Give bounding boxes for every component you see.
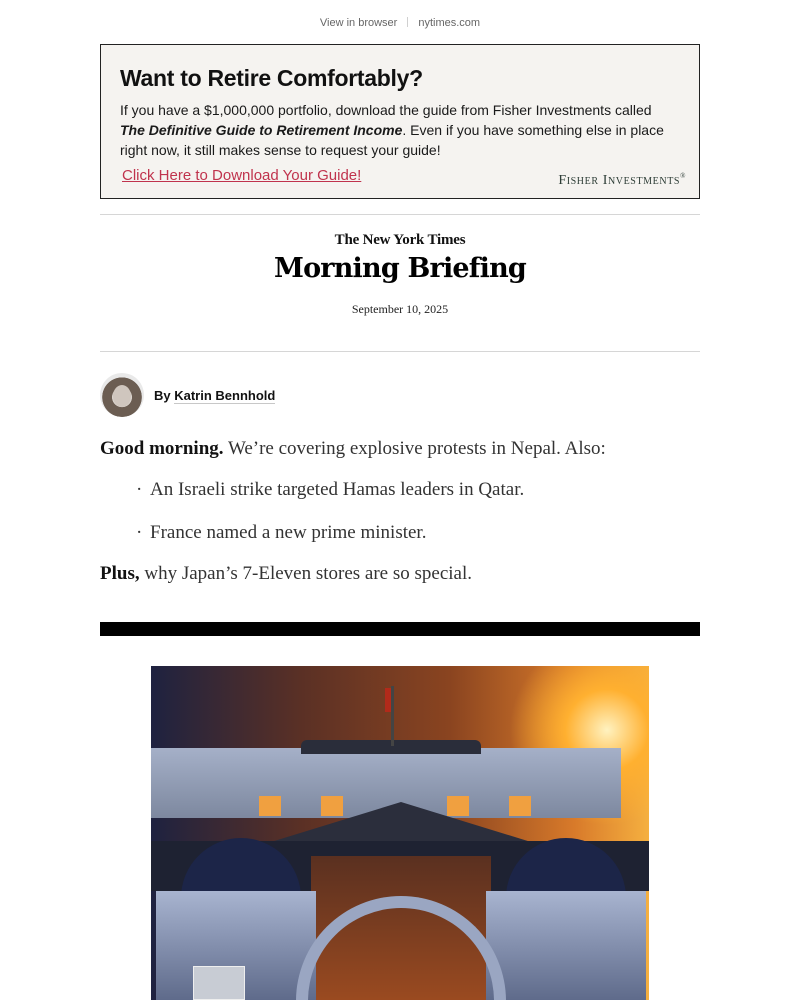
- list-item: · An Israeli strike targeted Hamas leaders in Qatar.: [136, 477, 700, 503]
- brand-name: Fisher Investments: [558, 173, 681, 188]
- masthead: [0, 232, 800, 317]
- author-link[interactable]: Katrin Bennhold: [174, 387, 276, 403]
- issue-date: September 10, 2025: [351, 302, 449, 316]
- flagpole: [391, 686, 394, 746]
- advertisement-banner[interactable]: [100, 44, 700, 199]
- intro-greeting: Good morning.: [100, 438, 224, 459]
- intro-paragraph: [100, 436, 700, 462]
- wing-right: [486, 891, 646, 1000]
- ad-guide-title: The Definitive Guide to Retirement Income: [120, 122, 403, 138]
- view-in-browser-link[interactable]: View in browser: [319, 17, 398, 29]
- ad-body-text-2: . Even if you have something else in place right now, it still makes sense to request your guide!: [120, 122, 664, 158]
- divider: [407, 17, 408, 27]
- plus-text: why Japan’s 7-Eleven stores are so special.: [139, 563, 473, 584]
- intro-text: We’re covering explosive protests in Nepal. Also:: [223, 438, 606, 459]
- list-item: · France named a new prime minister.: [136, 520, 700, 546]
- author-avatar: [100, 373, 144, 417]
- byline-text: [154, 388, 275, 403]
- ad-body: [120, 100, 680, 160]
- newsletter-title: Morning Briefing: [274, 253, 526, 284]
- building-pediment: [271, 802, 531, 842]
- registered-mark: ®: [680, 172, 686, 180]
- byline: [100, 373, 275, 417]
- plus-label: Plus,: [100, 563, 140, 584]
- divider: [100, 351, 700, 352]
- ad-title: Want to Retire Comfortably?: [120, 65, 423, 91]
- fisher-investments-logo: [558, 172, 686, 189]
- nyt-logo[interactable]: The New York Times: [334, 232, 466, 248]
- plus-paragraph: [100, 561, 700, 587]
- hero-image[interactable]: [151, 666, 649, 1000]
- download-guide-link[interactable]: Click Here to Download Your Guide!: [122, 167, 362, 184]
- headline-list: [136, 477, 700, 546]
- byline-prefix: By: [154, 387, 175, 403]
- article-intro: [100, 436, 700, 587]
- nytimes-link[interactable]: nytimes.com: [418, 17, 481, 29]
- section-divider-bar: [100, 622, 700, 636]
- divider: [100, 214, 700, 215]
- ad-body-text: If you have a $1,000,000 portfolio, download the guide from Fisher Investments called: [120, 102, 652, 118]
- preheader-links: [0, 17, 800, 29]
- street-sign: [193, 966, 245, 1000]
- avatar-face: [113, 385, 131, 407]
